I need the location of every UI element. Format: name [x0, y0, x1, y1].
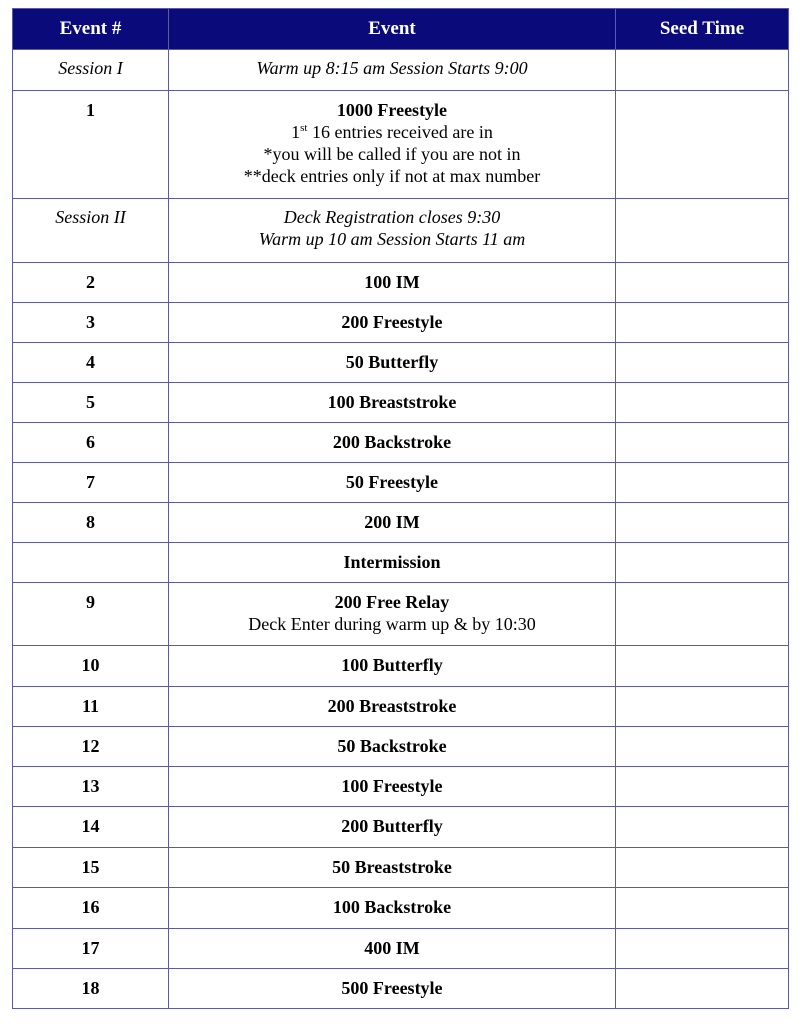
seed-time-cell[interactable] — [616, 503, 789, 543]
seed-time-cell[interactable] — [616, 807, 789, 848]
header-event: Event — [169, 9, 616, 50]
event-number: 3 — [13, 303, 169, 343]
event-name: 200 Butterfly — [169, 807, 616, 848]
session-2-label: Session II — [13, 199, 169, 263]
event-number: 13 — [13, 767, 169, 807]
event-name: 100 Breaststroke — [169, 383, 616, 423]
session-1-label: Session I — [13, 50, 169, 91]
session-2-info-line-1: Deck Registration closes 9:30 — [283, 207, 501, 227]
seed-time-cell[interactable] — [616, 50, 789, 91]
header-seed-time: Seed Time — [616, 9, 789, 50]
event-name: 50 Freestyle — [169, 463, 616, 503]
event-number: 9 — [13, 583, 169, 646]
event-number: 2 — [13, 263, 169, 303]
event-name: 200 Free Relay — [334, 592, 450, 612]
session-2-row — [13, 199, 789, 263]
event-1-note-3: **deck entries only if not at max number — [243, 166, 541, 186]
seed-time-cell[interactable] — [616, 423, 789, 463]
event-1-note-1 — [173, 121, 611, 143]
event-number: 4 — [13, 343, 169, 383]
event-row-18 — [13, 969, 789, 1009]
seed-time-cell[interactable] — [616, 929, 789, 969]
intermission-row — [13, 543, 789, 583]
seed-time-cell[interactable] — [616, 383, 789, 423]
event-number: 12 — [13, 727, 169, 767]
session-2-info — [169, 199, 616, 263]
event-name: 100 IM — [169, 263, 616, 303]
event-row-2 — [13, 263, 789, 303]
event-name: 500 Freestyle — [169, 969, 616, 1009]
event-name: 200 Freestyle — [169, 303, 616, 343]
event-1-note-1-sup: st — [300, 122, 308, 134]
event-row-16 — [13, 888, 789, 929]
event-row-9 — [13, 583, 789, 646]
event-number: 1 — [13, 91, 169, 199]
event-number: 16 — [13, 888, 169, 929]
event-name: 50 Breaststroke — [169, 848, 616, 888]
session-2-info-line-2: Warm up 10 am Session Starts 11 am — [258, 229, 526, 249]
event-row-10 — [13, 646, 789, 687]
event-name: 1000 Freestyle — [336, 100, 448, 120]
session-1-info: Warm up 8:15 am Session Starts 9:00 — [169, 50, 616, 91]
event-row-1 — [13, 91, 789, 199]
event-row-11 — [13, 687, 789, 727]
seed-time-cell[interactable] — [616, 199, 789, 263]
event-name: 50 Butterfly — [169, 343, 616, 383]
header-event-num: Event # — [13, 9, 169, 50]
event-name: 100 Freestyle — [169, 767, 616, 807]
event-name: 50 Backstroke — [169, 727, 616, 767]
event-row-12 — [13, 727, 789, 767]
intermission-number-cell — [13, 543, 169, 583]
seed-time-cell[interactable] — [616, 767, 789, 807]
event-9-details — [169, 583, 616, 646]
event-row-3 — [13, 303, 789, 343]
event-row-8 — [13, 503, 789, 543]
event-name: 200 Breaststroke — [169, 687, 616, 727]
event-name: 200 Backstroke — [169, 423, 616, 463]
seed-time-cell[interactable] — [616, 303, 789, 343]
seed-time-cell[interactable] — [616, 463, 789, 503]
event-row-15 — [13, 848, 789, 888]
event-row-5 — [13, 383, 789, 423]
seed-time-cell[interactable] — [616, 543, 789, 583]
seed-time-cell[interactable] — [616, 727, 789, 767]
seed-time-cell[interactable] — [616, 583, 789, 646]
event-name: 200 IM — [169, 503, 616, 543]
intermission-label: Intermission — [169, 543, 616, 583]
event-number: 15 — [13, 848, 169, 888]
seed-time-cell[interactable] — [616, 848, 789, 888]
event-number: 14 — [13, 807, 169, 848]
event-name: 100 Backstroke — [169, 888, 616, 929]
event-row-4 — [13, 343, 789, 383]
event-number: 10 — [13, 646, 169, 687]
event-1-note-1-rest: 16 entries received are in — [307, 122, 493, 142]
event-number: 6 — [13, 423, 169, 463]
event-number: 8 — [13, 503, 169, 543]
seed-time-cell[interactable] — [616, 969, 789, 1009]
event-number: 5 — [13, 383, 169, 423]
event-row-6 — [13, 423, 789, 463]
events-table — [12, 8, 789, 1009]
seed-time-cell[interactable] — [616, 646, 789, 687]
event-1-details — [169, 91, 616, 199]
seed-time-cell[interactable] — [616, 343, 789, 383]
seed-time-cell[interactable] — [616, 263, 789, 303]
event-9-note: Deck Enter during warm up & by 10:30 — [248, 614, 536, 634]
header-row — [13, 9, 789, 50]
event-1-note-1-prefix: 1 — [291, 122, 301, 142]
event-row-7 — [13, 463, 789, 503]
event-row-13 — [13, 767, 789, 807]
event-number: 18 — [13, 969, 169, 1009]
seed-time-cell[interactable] — [616, 888, 789, 929]
seed-time-cell[interactable] — [616, 91, 789, 199]
event-name: 100 Butterfly — [169, 646, 616, 687]
event-row-14 — [13, 807, 789, 848]
event-1-note-2: *you will be called if you are not in — [263, 144, 521, 164]
session-1-row — [13, 50, 789, 91]
event-number: 7 — [13, 463, 169, 503]
event-name: 400 IM — [169, 929, 616, 969]
event-row-17 — [13, 929, 789, 969]
event-number: 17 — [13, 929, 169, 969]
seed-time-cell[interactable] — [616, 687, 789, 727]
event-number: 11 — [13, 687, 169, 727]
